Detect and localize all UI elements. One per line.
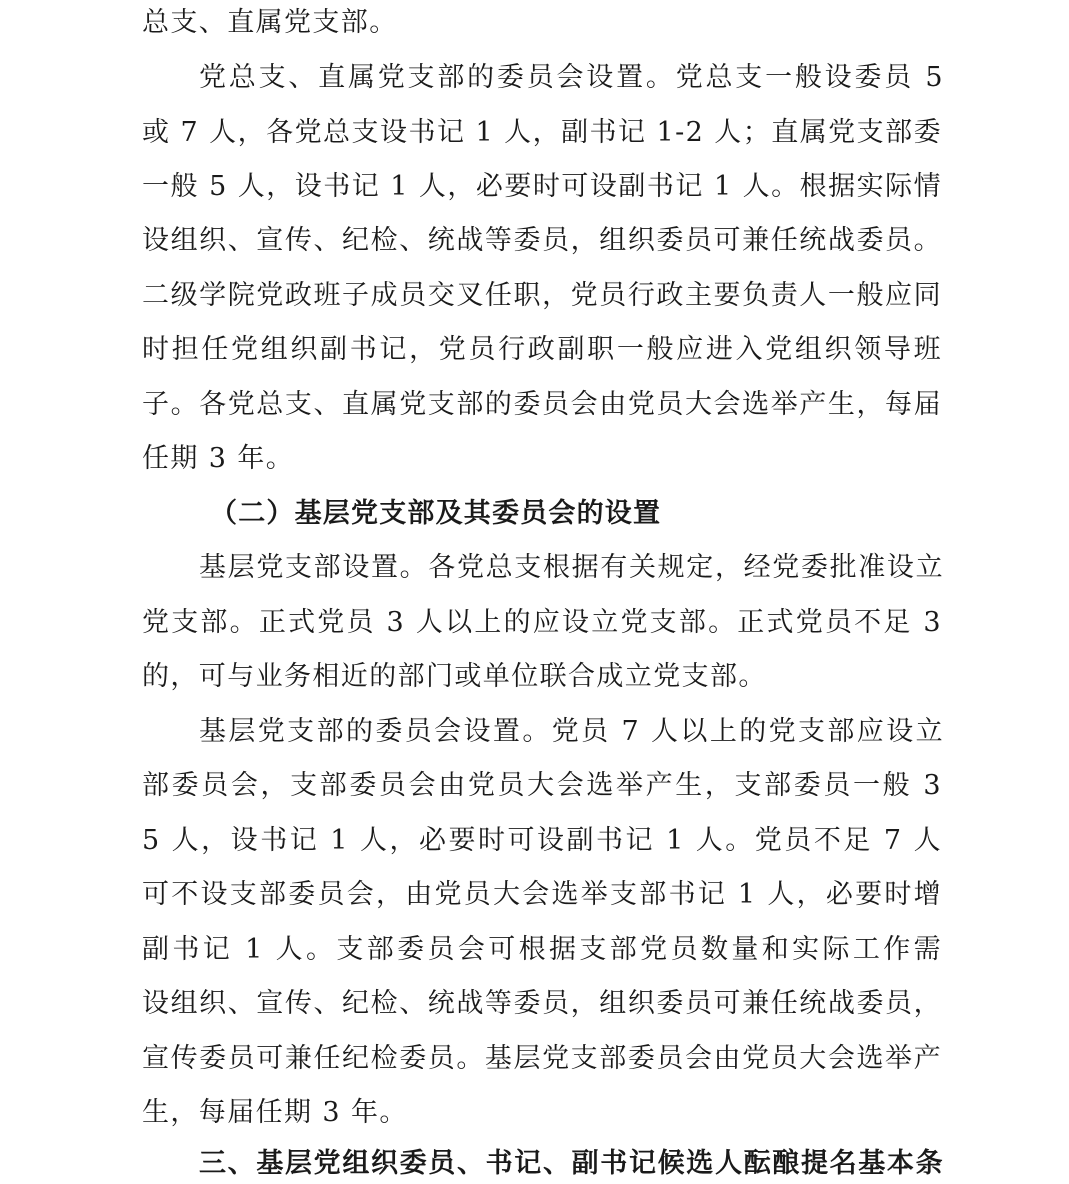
text-line-19: 设组织、宣传、纪检、统战等委员，组织委员可兼任统战委员，: [142, 988, 942, 1019]
text-line-15: 部委员会，支部委员会由党员大会选举产生，支部委员一般 3: [142, 770, 942, 801]
text-line-7: 时担任党组织副书记，党员行政副职一般应进入党组织领导班: [142, 334, 942, 365]
text-line-3: 或 7 人，各党总支设书记 1 人，副书记 1-2 人；直属党支部委: [142, 117, 942, 148]
text-line-2: 党总支、直属党支部的委员会设置。党总支一般设委员 5: [199, 62, 944, 93]
text-line-11: 基层党支部设置。各党总支根据有关规定，经党委批准设立: [199, 552, 944, 583]
text-line-1: 总支、直属党支部。: [142, 7, 398, 38]
text-line-5: 设组织、宣传、纪检、统战等委员，组织委员可兼任统战委员。: [142, 225, 942, 256]
text-line-17: 可不设支部委员会，由党员大会选举支部书记 1 人，必要时增: [142, 879, 942, 910]
text-line-12: 党支部。正式党员 3 人以上的应设立党支部。正式党员不足 3: [142, 607, 942, 638]
section-heading: （二）基层党支部及其委员会的设置: [210, 498, 662, 529]
text-line-20: 宣传委员可兼任纪检委员。基层党支部委员会由党员大会选举产: [142, 1043, 942, 1074]
text-line-14: 基层党支部的委员会设置。党员 7 人以上的党支部应设立: [199, 716, 944, 747]
text-line-6: 二级学院党政班子成员交叉任职，党员行政主要负责人一般应同: [142, 280, 942, 311]
text-line-9: 任期 3 年。: [142, 443, 295, 474]
text-line-4: 一般 5 人，设书记 1 人，必要时可设副书记 1 人。根据实际情: [142, 171, 942, 202]
chapter-heading: 三、基层党组织委员、书记、副书记候选人酝酿提名基本条: [199, 1148, 944, 1179]
text-line-16: 5 人，设书记 1 人，必要时可设副书记 1 人。党员不足 7 人: [142, 825, 942, 856]
text-line-18: 副书记 1 人。支部委员会可根据支部党员数量和实际工作需: [142, 934, 942, 965]
text-line-21: 生，每届任期 3 年。: [142, 1097, 408, 1128]
text-line-13: 的，可与业务相近的部门或单位联合成立党支部。: [142, 661, 767, 692]
text-line-8: 子。各党总支、直属党支部的委员会由党员大会选举产生，每届: [142, 389, 942, 420]
